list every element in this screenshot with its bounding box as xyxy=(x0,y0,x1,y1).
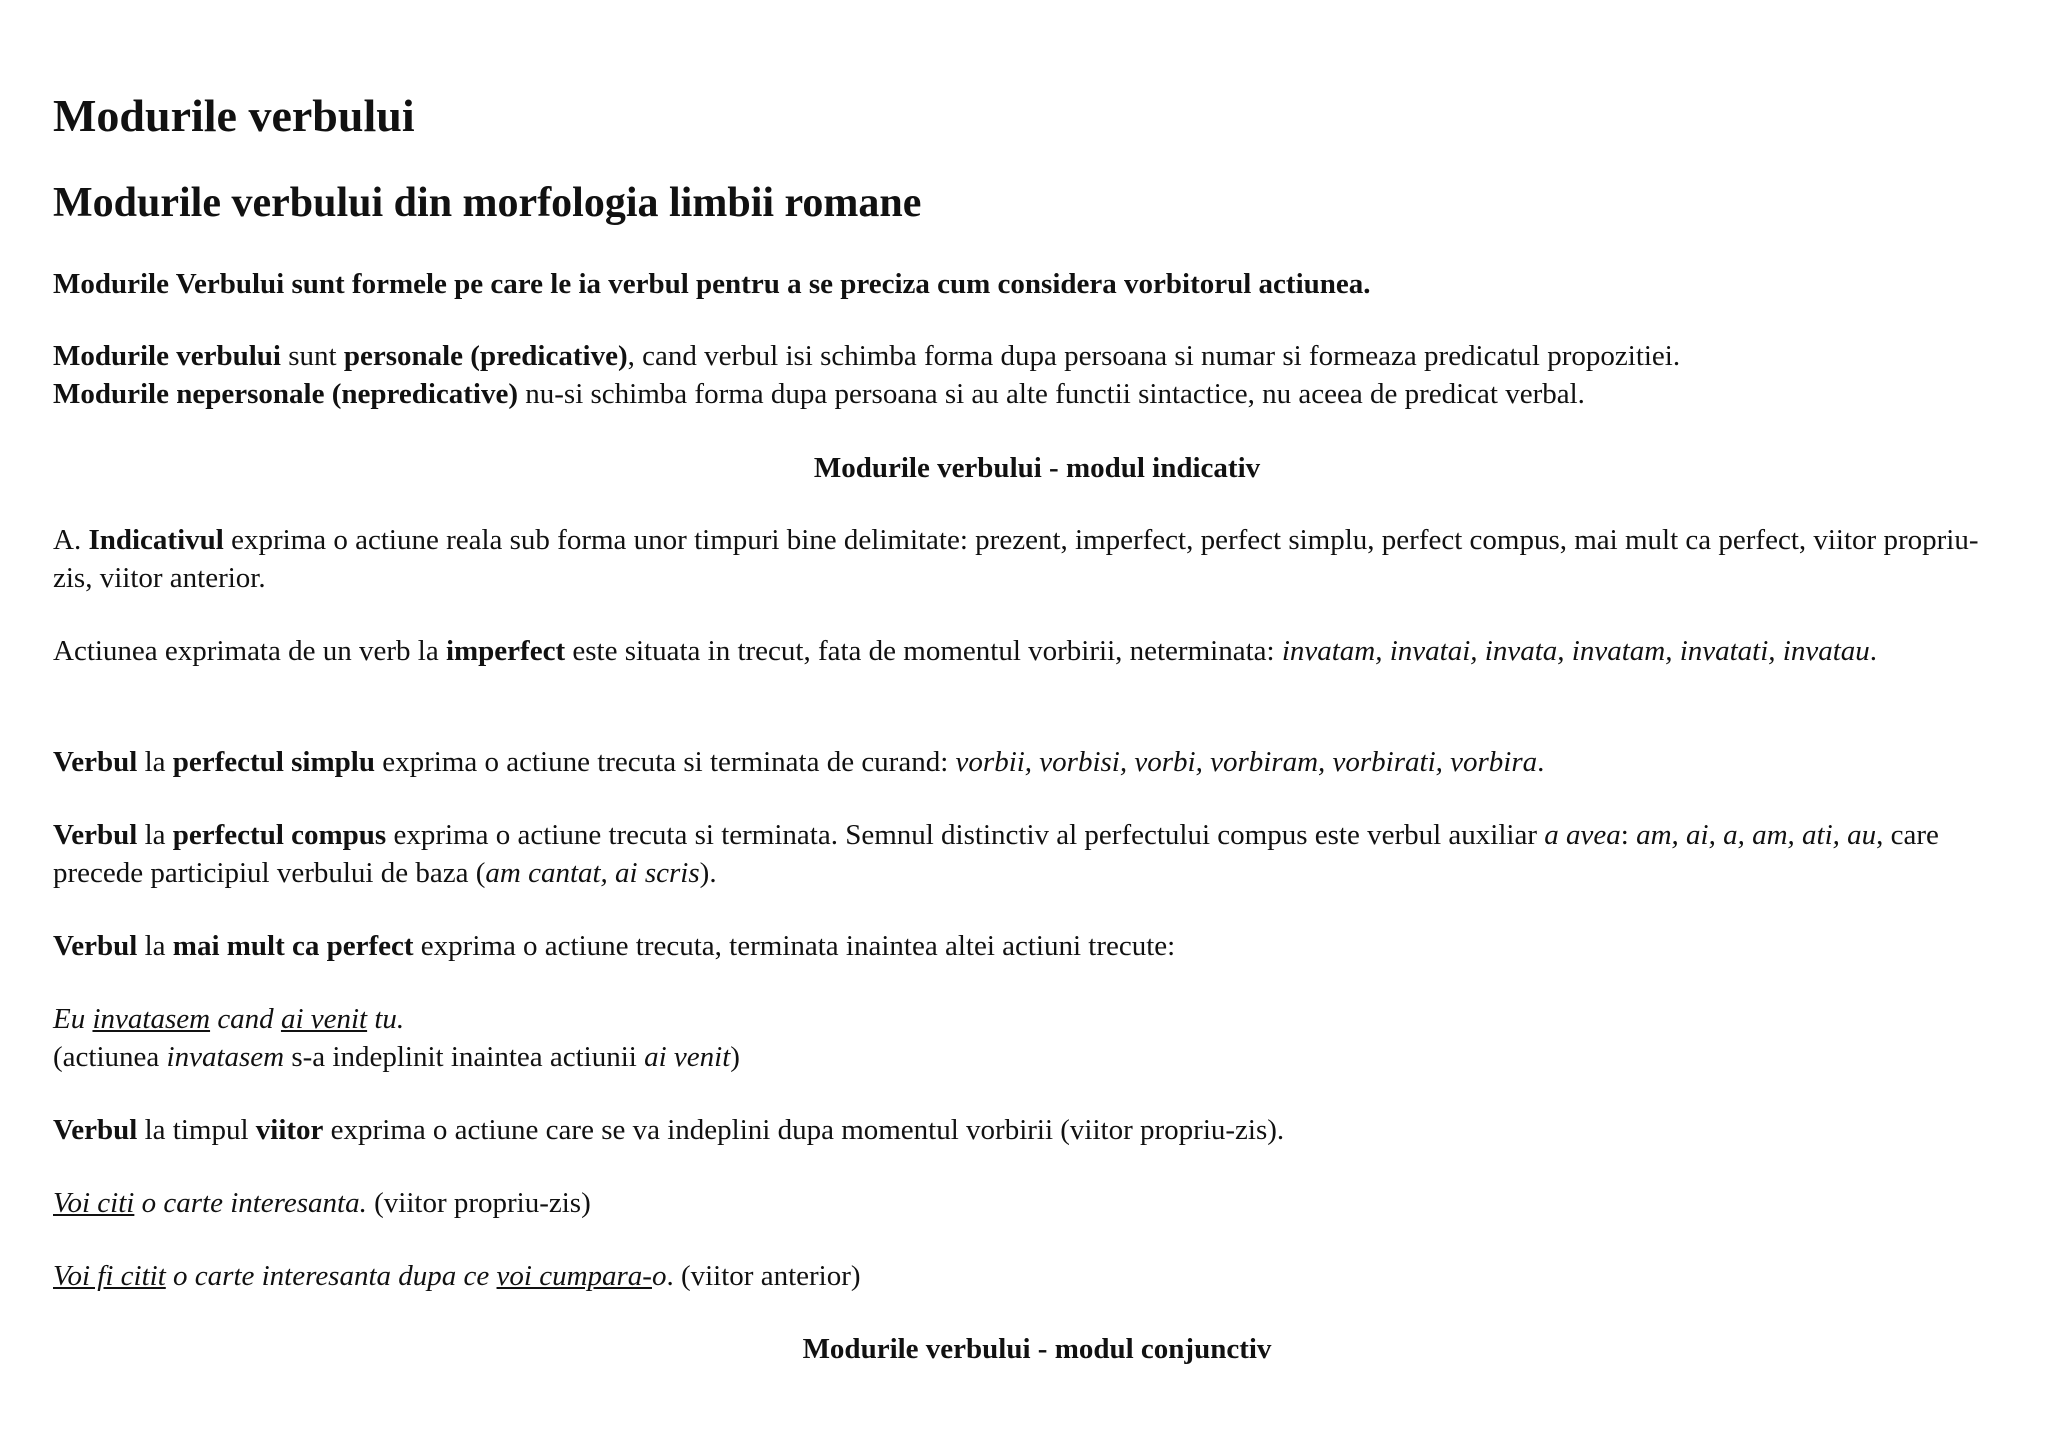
ex3-italic-1: o carte interesanta dupa ce xyxy=(165,1260,497,1292)
viitor-text-2: exprima o actiune care se va indeplini dupa momentul vorbirii (viitor propriu-zis). xyxy=(323,1114,1285,1146)
ex2-italic-1: o carte interesanta. xyxy=(134,1187,367,1219)
viitor-bold-1: Verbul xyxy=(53,1114,138,1146)
ps-text-2: exprima o actiune trecuta si terminata de curand: xyxy=(374,746,956,778)
mai-mult-ca-perfect-paragraph xyxy=(53,927,2003,965)
ex1-text-1: (actiunea xyxy=(53,1041,167,1073)
mmcp-text-2: exprima o actiune trecuta, terminata inaintea altei actiuni trecute: xyxy=(413,930,1176,962)
heading-indicativ-text: Modurile verbului - modul indicativ xyxy=(813,452,1261,484)
viitor-paragraph xyxy=(53,1111,2003,1149)
pc-text-5: ). xyxy=(699,857,717,889)
personal-text-2: , cand verbul isi schimba forma dupa persoana si numar si formeaza predicatul propozitiei. xyxy=(627,340,1681,372)
ex3-underline-2: voi cumpara- xyxy=(496,1260,652,1292)
ex1-text-2: s-a indeplinit inaintea actiunii xyxy=(284,1041,645,1073)
pc-text-2: exprima o actiune trecuta si terminata. Semnul distinctiv al perfectului compus este verbul auxiliar xyxy=(386,819,1545,851)
nonpersonal-moods-paragraph xyxy=(53,375,2003,413)
ps-text-1: la xyxy=(137,746,173,778)
imperfect-text-2: . xyxy=(1869,635,1878,667)
personal-bold-2: personale (predicative) xyxy=(343,340,628,372)
indicativ-prefix: A. xyxy=(53,524,89,556)
ex3-italic-2: o xyxy=(651,1260,667,1292)
nonpersonal-bold-1: Modurile nepersonale (nepredicative) xyxy=(53,378,519,410)
section-heading-conjunctiv xyxy=(53,1330,2021,1368)
page-subtitle: Modurile verbului din morfologia limbii romane xyxy=(53,180,922,226)
ex1-italic-3: tu. xyxy=(367,1003,405,1035)
ex1-italic-1: Eu xyxy=(53,1003,93,1035)
indicativ-text: exprima o actiune reala sub forma unor timpuri bine delimitate: prezent, imperfect, perfect simplu, perfect compus, mai mult ca perfect, viitor propriu-zis, viitor anterior. xyxy=(53,524,1979,594)
example-3-sentence xyxy=(53,1257,2003,1295)
ps-text-3: . xyxy=(1537,746,1545,778)
ex1-underline-1: invatasem xyxy=(92,1003,211,1035)
mmcp-text-1: la xyxy=(137,930,173,962)
example-1-sentence xyxy=(53,1000,2003,1038)
pc-text-1: la xyxy=(137,819,173,851)
mmcp-bold-2: mai mult ca perfect xyxy=(172,930,414,962)
personal-text-1: sunt xyxy=(280,340,344,372)
pc-italic-1: a avea xyxy=(1544,819,1621,851)
ex1-italic-5: ai venit xyxy=(644,1041,731,1073)
pc-text-4: , care precede participiul verbului de baza ( xyxy=(53,819,1939,889)
example-1-explanation xyxy=(53,1038,2003,1076)
pc-italic-2: am, ai, a, am, ati, au xyxy=(1636,819,1877,851)
page-title: Modurile verbului xyxy=(53,90,415,141)
perfect-compus-paragraph xyxy=(53,816,2003,892)
ps-bold-1: Verbul xyxy=(53,746,138,778)
imperfect-bold: imperfect xyxy=(445,635,566,667)
ex1-italic-4: invatasem xyxy=(166,1041,285,1073)
ex2-underline-1: Voi citi xyxy=(53,1187,135,1219)
pc-text-3: : xyxy=(1620,819,1637,851)
ex1-italic-2: cand xyxy=(210,1003,281,1035)
nonpersonal-text-1: nu-si schimba forma dupa persoana si au alte functii sintactice, nu aceea de predicat verbal. xyxy=(518,378,1585,410)
example-2-sentence xyxy=(53,1184,2003,1222)
intro-paragraph xyxy=(53,265,2003,303)
imperfect-paragraph xyxy=(53,632,2003,670)
ex2-text-1: (viitor propriu-zis) xyxy=(366,1187,591,1219)
indicativ-paragraph xyxy=(53,521,2003,597)
imperfect-examples: invatam, invatai, invata, invatam, invatati, invatau xyxy=(1281,635,1870,667)
ex3-text-1: . (viitor anterior) xyxy=(666,1260,861,1292)
ex3-underline-1: Voi fi citit xyxy=(53,1260,166,1292)
pc-bold-1: Verbul xyxy=(53,819,138,851)
indicativ-bold: Indicativul xyxy=(88,524,224,556)
viitor-text-1: la timpul xyxy=(137,1114,256,1146)
imperfect-text-0: Actiunea exprimata de un verb la xyxy=(53,635,446,667)
pc-bold-2: perfectul compus xyxy=(172,819,387,851)
pc-italic-3: am cantat, ai scris xyxy=(485,857,700,889)
heading-conjunctiv-text: Modurile verbului - modul conjunctiv xyxy=(802,1333,1272,1365)
viitor-bold-2: viitor xyxy=(255,1114,324,1146)
mmcp-bold-1: Verbul xyxy=(53,930,138,962)
imperfect-text-1: este situata in trecut, fata de momentul vorbirii, neterminata: xyxy=(565,635,1282,667)
ex1-underline-2: ai venit xyxy=(280,1003,368,1035)
perfect-simplu-paragraph xyxy=(53,743,2003,781)
intro-text: Modurile Verbului sunt formele pe care le ia verbul pentru a se preciza cum considera vorbitorul actiunea. xyxy=(53,268,1371,300)
ex1-text-3: ) xyxy=(730,1041,740,1073)
ps-bold-2: perfectul simplu xyxy=(172,746,375,778)
personal-moods-paragraph xyxy=(53,337,2003,375)
ps-examples: vorbii, vorbisi, vorbi, vorbiram, vorbirati, vorbira xyxy=(955,746,1538,778)
section-heading-indicativ xyxy=(53,449,2021,487)
personal-bold-1: Modurile verbului xyxy=(53,340,281,372)
